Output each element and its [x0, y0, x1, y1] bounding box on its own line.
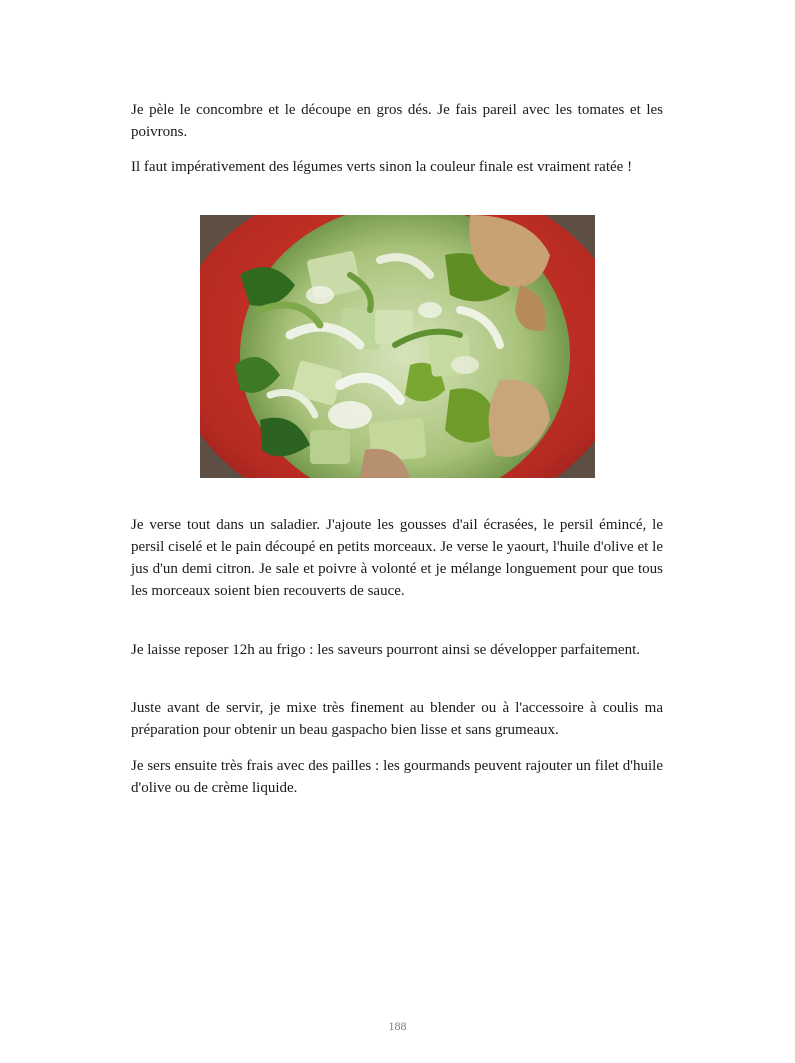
salad-bowl-photo: [200, 215, 595, 478]
paragraph-serve-cold: Je sers ensuite très frais avec des pailles : les gourmands peuvent rajouter un filet d'huile d'olive ou de crème liquide.: [131, 758, 663, 796]
paragraph-blend-before-serving: Juste avant de servir, je mixe très finement au blender ou à l'accessoire à coulis ma préparation pour obtenir un beau gaspacho bien lisse et sans grumeaux.: [131, 700, 663, 738]
paragraph-mix-ingredients: Je verse tout dans un saladier. J'ajoute les gousses d'ail écrasées, le persil émincé, le persil ciselé et le pain découpé en petits morceaux. Je verse le yaourt, l'huile d'olive et le jus d'un demi citron. Je sale et poivre à volonté et je mélange longuement pour que tous les morceaux soient bien recouverts de sauce.: [131, 517, 663, 599]
paragraph-green-vegetables-note: Il faut impérativement des légumes verts sinon la couleur finale est vraiment ratée !: [131, 159, 633, 175]
paragraph-rest-in-fridge: Je laisse reposer 12h au frigo : les saveurs pourront ainsi se développer parfaitement.: [131, 642, 641, 658]
page-number: 188: [388, 1019, 407, 1033]
paragraph-cut-vegetables: Je pèle le concombre et le découpe en gros dés. Je fais pareil avec les tomates et les poivrons.: [131, 102, 663, 140]
